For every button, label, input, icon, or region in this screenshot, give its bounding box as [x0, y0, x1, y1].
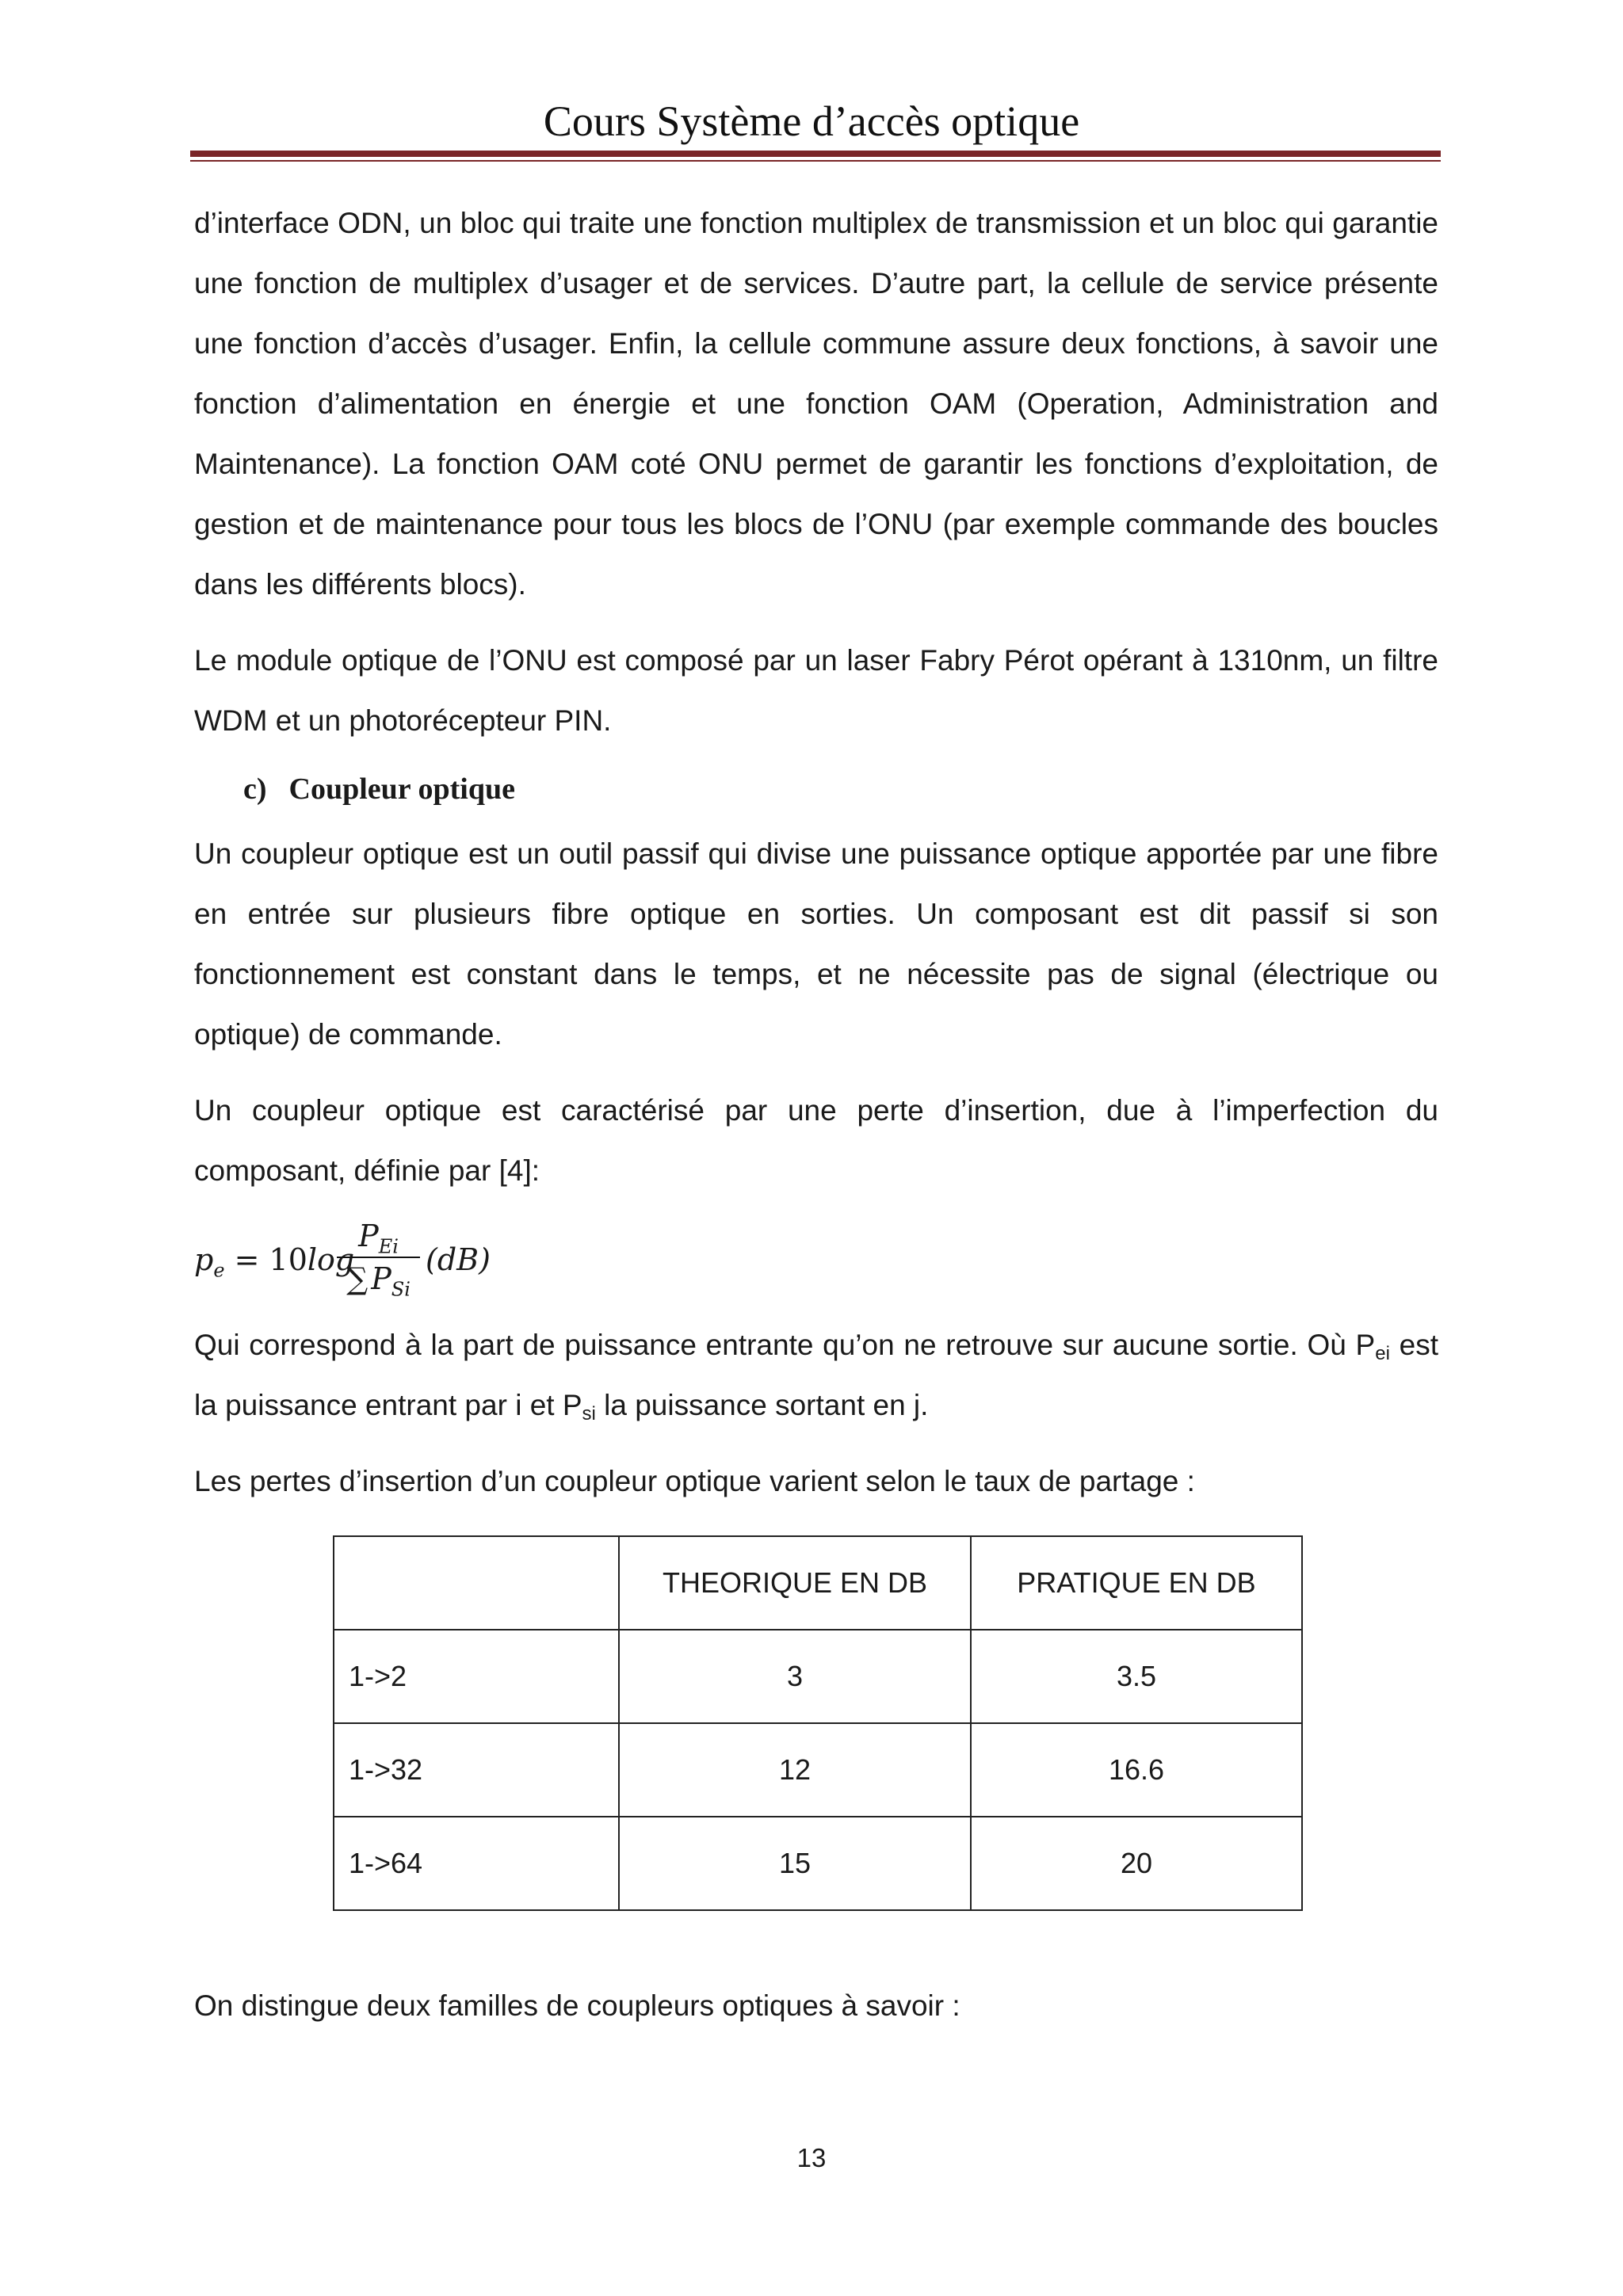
- table-row: [334, 1723, 1302, 1817]
- table-cell-theoretical: 12: [619, 1723, 971, 1817]
- table-cell-practical: 16.6: [971, 1723, 1302, 1817]
- header-rule-thick: [190, 151, 1441, 157]
- formula-eq: = 10: [224, 1242, 307, 1277]
- section-title: Coupleur optique: [288, 772, 515, 806]
- paragraph-table-intro: Les pertes d’insertion d’un coupleur optique varient selon le taux de partage :: [194, 1465, 1195, 1497]
- insertion-loss-formula: [194, 1215, 1438, 1310]
- page-header-title: Cours Système d’accès optique: [543, 97, 1080, 145]
- table-row: [334, 1630, 1302, 1723]
- table-cell-ratio: 1->32: [334, 1723, 619, 1817]
- formula-den-sub: Si: [391, 1278, 411, 1301]
- formula-lhs-sub: e: [213, 1259, 225, 1282]
- paragraph-coupleur-definition: Un coupleur optique est un outil passif qui divise une puissance optique apportée par une fibre en entrée sur plusieurs fibre optique en sorties. Un composant est dit passif si son fonctionnement est constant dans le temps, et ne nécessite pas de signal (électrique ou optique) de commande.: [194, 837, 1438, 1051]
- table-cell-theoretical: 3: [619, 1630, 971, 1723]
- loss-table-wrapper: [333, 1535, 1438, 1911]
- p5-text-3: la puissance sortant en j.: [595, 1389, 929, 1421]
- p5-text-2: est la puissance entrant par i et P: [194, 1329, 1439, 1421]
- paragraph-formula-explanation: [194, 1315, 1438, 1436]
- formula-num-sub: Ei: [378, 1235, 399, 1258]
- table-header-row: [334, 1536, 1302, 1630]
- table-row: [334, 1817, 1302, 1910]
- header-rule-thin: [190, 160, 1441, 162]
- formula-lhs-var: p: [194, 1242, 214, 1277]
- formula-unit: (dB): [426, 1242, 491, 1277]
- p5-sub-ei: ei: [1375, 1343, 1390, 1364]
- formula-fraction: [337, 1215, 420, 1299]
- paragraph-onu-functions: d’interface ODN, un bloc qui traite une fonction multiplex de transmission et un bloc qui garantie une fonction de multiplex d’usager et de services. D’autre part, la cellule de service présente une fonction d’accès d’usager. Enfin, la cellule commune assure deux fonctions, à savoir une fonction d’alimentation en énergie et une fonction OAM (Operation, Administration and Maintenance). La fonction OAM coté ONU permet de garantir les fonctions d’exploitation, de gestion et de maintenance pour tous les blocs de l’ONU (par exemple commande des boucles dans les différents blocs).: [194, 207, 1438, 601]
- p5-sub-si: si: [582, 1403, 596, 1425]
- formula-den-var: P: [371, 1261, 391, 1296]
- p5-text-1: Qui correspond à la part de puissance entrante qu’on ne retrouve sur aucune sortie. Où P: [194, 1329, 1376, 1361]
- paragraph-insertion-loss: Un coupleur optique est caractérisé par une perte d’insertion, due à l’imperfection du composant, définie par [4]:: [194, 1094, 1438, 1187]
- section-marker: c): [243, 772, 267, 806]
- formula-lhs: [194, 1242, 354, 1282]
- table-cell-practical: 20: [971, 1817, 1302, 1910]
- paragraph-onu-optical-module: Le module optique de l’ONU est composé par un laser Fabry Pérot opérant à 1310nm, un filtre WDM et un photorécepteur PIN.: [194, 644, 1438, 737]
- page-number: 13: [796, 2143, 827, 2172]
- table-cell-practical: 3.5: [971, 1630, 1302, 1723]
- sigma-symbol: ∑: [346, 1261, 369, 1296]
- insertion-loss-table: [333, 1535, 1303, 1911]
- table-cell-ratio: 1->2: [334, 1630, 619, 1723]
- table-header-cell: [334, 1536, 619, 1630]
- table-header-cell: PRATIQUE EN DB: [971, 1536, 1302, 1630]
- formula-num-var: P: [358, 1219, 379, 1253]
- table-cell-theoretical: 15: [619, 1817, 971, 1910]
- table-cell-ratio: 1->64: [334, 1817, 619, 1910]
- formula-numerator: [337, 1215, 420, 1258]
- paragraph-coupler-families: On distingue deux familles de coupleurs optiques à savoir :: [194, 1989, 960, 2022]
- formula-denominator: [337, 1258, 420, 1299]
- table-header-cell: THEORIQUE EN DB: [619, 1536, 971, 1630]
- section-heading-coupleur: [194, 759, 1438, 819]
- page-content: [194, 193, 1438, 2036]
- formula-log: log: [307, 1242, 355, 1277]
